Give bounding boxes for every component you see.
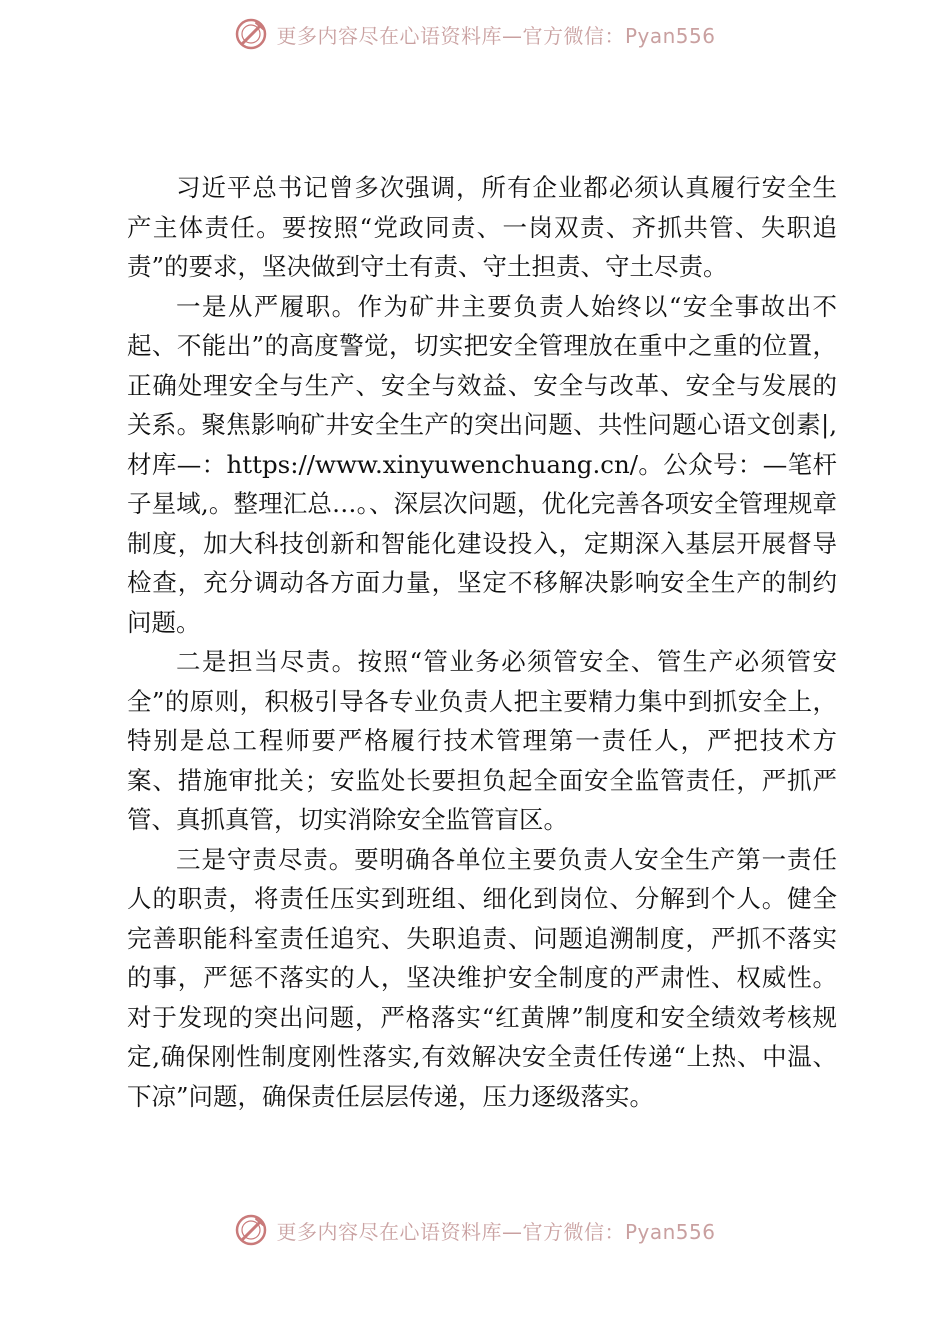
footer-watermark-text: 更多内容尽在心语资料库—官方微信：Pyan556 [276,1219,716,1244]
document-body [127,168,837,1116]
header-watermark [0,14,950,54]
paragraph-take-responsibility: 二是担当尽责。按照“管业务必须管安全、管生产必须管安全”的原则，积极引导各专业负责人把主要精力集中到抓安全上，特别是总工程师要严格履行技术管理第一责任人，严把技术方案、措施审批关；安监处长要担负起全面安全监管责任，严抓严管、真抓真管，切实消除安全监管盲区。 [127,647,837,834]
paragraph-strict-duty: 一是从严履职。作为矿井主要负责人始终以“安全事故出不起、不能出”的高度警觉，切实把安全管理放在重中之重的位置， 正确处理安全与生产、安全与效益、安全与改革、安全与发展的关系。聚焦影响矿井安全生产的突出问题、共性问题心语文创素|,材库—：https://www.xinyuwenchuang.cn/。公众号：—笔杆子星域,。整理汇总…。、深层次问题，优化完善各项安全管理规章制度，加大科技创新和智能化建设投入，定期深入基层开展督导检查，充分调动各方面力量，坚定不移解决影响安全生产的制约问题。 [127,291,837,637]
footer-watermark [0,1210,950,1250]
stamp-logo-icon [234,17,268,51]
header-watermark-text: 更多内容尽在心语资料库—官方微信：Pyan556 [276,23,716,48]
paragraph-intro: 习近平总书记曾多次强调，所有企业都必须认真履行安全生产主体责任。要按照“党政同责、一岗双责、齐抓共管、失职追责”的要求，坚决做到守土有责、守土担责、守土尽责。 [127,173,837,281]
stamp-logo-icon [234,1213,268,1247]
paragraph-keep-responsibility: 三是守责尽责。要明确各单位主要负责人安全生产第一责任人的职责，将责任压实到班组、细化到岗位、分解到个人。健全完善职能科室责任追究、失职追责、问题追溯制度，严抓不落实的事，严惩不落实的人，坚决维护安全制度的严肃性、权威性。对于发现的突出问题，严格落实“红黄牌”制度和安全绩效考核规定,确保刚性制度刚性落实,有效解决安全责任传递“上热、中温、下凉”问题，确保责任层层传递，压力逐级落实。 [127,844,837,1111]
